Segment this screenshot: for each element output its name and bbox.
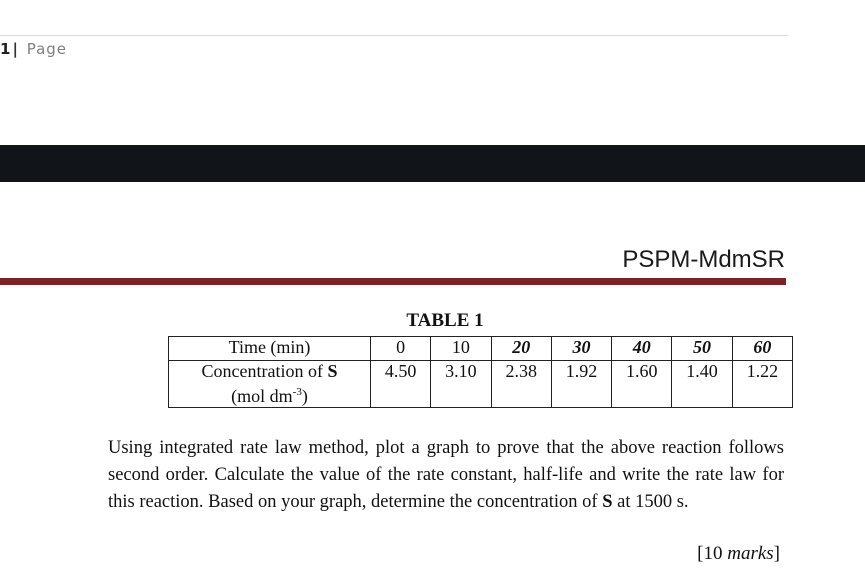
time-cell: 10 bbox=[431, 337, 491, 361]
question-text: Using integrated rate law method, plot a graph to prove that the above reaction follows second order. Calculate the value of the rate constant, half-life and write the rate law for this reaction. Based on your graph, determine the concentration of S at 1500 s. bbox=[108, 438, 784, 512]
time-cell: 60 bbox=[732, 337, 792, 361]
concentration-cell: 3.10 bbox=[431, 361, 491, 408]
concentration-row bbox=[169, 361, 793, 408]
time-cell: 20 bbox=[491, 337, 551, 361]
time-cell: 0 bbox=[371, 337, 431, 361]
concentration-cell: 2.38 bbox=[491, 361, 551, 408]
concentration-cell: 1.40 bbox=[672, 361, 732, 408]
time-cell: 40 bbox=[612, 337, 672, 361]
concentration-cell: 4.50 bbox=[371, 361, 431, 408]
data-table bbox=[168, 336, 793, 408]
black-band bbox=[0, 145, 865, 182]
concentration-label: Concentration of S (mol $dm^{-3}$) bbox=[169, 361, 371, 408]
concentration-cell: 1.92 bbox=[551, 361, 611, 408]
concentration-cell: 1.60 bbox=[612, 361, 672, 408]
red-rule bbox=[0, 278, 786, 285]
time-label: Time (min) bbox=[169, 337, 371, 361]
table-title: TABLE 1 bbox=[406, 310, 484, 331]
time-row bbox=[169, 337, 793, 361]
header-rule bbox=[0, 35, 788, 36]
page-number: 1 | Page bbox=[0, 40, 68, 58]
marks-label: [10 marks] bbox=[697, 543, 780, 564]
time-cell: 30 bbox=[551, 337, 611, 361]
concentration-cell: 1.22 bbox=[732, 361, 792, 408]
document-code: PSPM-MdmSR bbox=[622, 246, 785, 273]
time-cell: 50 bbox=[672, 337, 732, 361]
